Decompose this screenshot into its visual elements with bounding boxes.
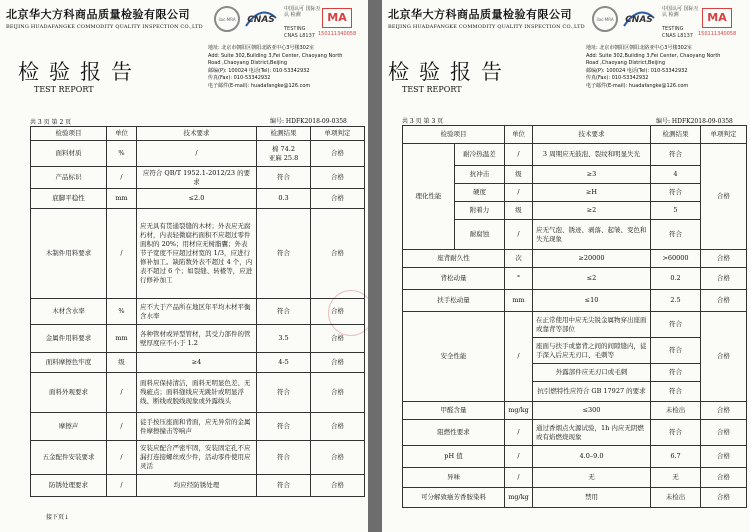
row-requirement: 均应经防锈处理	[137, 475, 257, 497]
row-item: 座背耐久性	[403, 250, 505, 268]
row-verdict: 合格	[311, 441, 365, 475]
cnas-logo-label: CNAS	[247, 15, 275, 25]
row-result: 符合	[257, 209, 311, 299]
company-name-en: BEIJING HUADAFANGKE COMMODITY QUALITY INSPECTION CO.,LTD	[6, 24, 203, 30]
page-info: 共 3 页 第 2 页	[30, 119, 72, 126]
group-label: 安全性能	[403, 312, 505, 402]
row-unit: 级	[107, 353, 137, 373]
row-unit: mg/kg	[505, 402, 533, 420]
continued-note: 接下页↓	[46, 514, 70, 521]
row-item: 可分解致癌芳香胺染料	[403, 488, 505, 508]
row-result: 符合	[651, 312, 701, 338]
row-unit: /	[505, 144, 533, 166]
row-item: 背松动量	[403, 268, 505, 290]
company-name-cn: 北京华大方科商品质量检验有限公司	[388, 8, 572, 21]
row-verdict: 合格	[701, 144, 747, 250]
row-result: 符合	[651, 420, 701, 446]
row-result: 符合	[651, 364, 701, 382]
table-row	[31, 299, 365, 325]
row-requirement: ≤300	[533, 402, 651, 420]
row-unit: /	[107, 373, 137, 413]
row-result: 符合	[651, 184, 701, 202]
row-requirement: 外露部件应无刃口或毛刺	[533, 364, 651, 382]
cma-number: 150111340058	[318, 31, 357, 37]
row-unit: /	[107, 167, 137, 189]
row-item: 耐腐蚀	[455, 220, 505, 250]
address-line: Road ,Chaoyang District,Beijing	[208, 60, 288, 66]
table-row	[403, 402, 747, 420]
row-unit: %	[107, 141, 137, 167]
row-result: 5	[651, 202, 701, 220]
address-line: 电子邮件(E-mail): huadafangke@126.com	[586, 82, 689, 89]
row-unit: 级	[505, 202, 533, 220]
column-header: 技术要求	[533, 126, 651, 144]
table-row	[31, 441, 365, 475]
results-table	[30, 126, 365, 497]
cnas-logo-label: CNAS	[625, 15, 653, 25]
row-result: 6.7	[651, 446, 701, 468]
row-result: 未检出	[651, 402, 701, 420]
row-verdict: 合格	[311, 167, 365, 189]
row-unit: /	[107, 441, 137, 475]
row-item: 底脚平稳性	[31, 189, 107, 209]
row-item: 面料外观要求	[31, 373, 107, 413]
address-line: 邮编(P): 100024 电话(Tel): 010-53342932	[586, 67, 688, 74]
row-requirement: 徒手按压座面和背面，应无异常的金属件摩擦撞击等响声	[137, 413, 257, 441]
row-item: 扶手松动量	[403, 290, 505, 312]
cma-number: 150111340058	[698, 31, 737, 37]
row-unit: mg/kg	[505, 488, 533, 508]
row-unit: °	[505, 268, 533, 290]
row-unit: /	[505, 420, 533, 446]
row-result: 4	[651, 166, 701, 184]
row-unit: mm	[505, 290, 533, 312]
address-line: 电子邮件(E-mail): huadafangke@126.com	[208, 82, 311, 89]
row-result: 符合	[651, 338, 701, 364]
row-requirement: 抗引燃特性应符合 GB 17927 的要求	[533, 382, 651, 402]
column-header: 单项判定	[311, 127, 365, 141]
table-row	[403, 220, 747, 250]
report-title-cn: 检验报告	[18, 60, 142, 84]
row-item: 甲醛含量	[403, 402, 505, 420]
row-requirement: 应不大于产品所在地区年平均木材平衡含水率	[137, 299, 257, 325]
row-verdict: 合格	[311, 209, 365, 299]
row-result: 符合	[257, 299, 311, 325]
address-line: Road ,Chaoyang District,Beijing	[586, 60, 666, 66]
row-requirement: 座面与扶手或靠背之间的间隙缝内，徒手深入后应无刃口、毛刺等	[533, 338, 651, 364]
row-unit: %	[107, 299, 137, 325]
row-unit: /	[505, 184, 533, 202]
row-result: 符合	[257, 373, 311, 413]
row-unit: /	[107, 209, 137, 299]
table-row	[403, 446, 747, 468]
table-row	[403, 184, 747, 202]
row-result: 符合	[257, 475, 311, 497]
table-row	[403, 290, 747, 312]
row-item: 面料材质	[31, 141, 107, 167]
row-item: 抗冲击	[455, 166, 505, 184]
lab-accreditation-cn: 中国认可 国际互认 检测	[662, 6, 699, 18]
row-unit: /	[107, 475, 137, 497]
row-requirement: 安装应配合严密牢固，安装固定孔不应漏打连接螺丝或少件，活动零件使用应灵活	[137, 441, 257, 475]
table-header-row	[403, 126, 747, 144]
lab-testing-label: TESTING	[662, 26, 684, 32]
company-name-cn: 北京华大方科商品质量检验有限公司	[6, 8, 190, 21]
row-item: 木制件用料要求	[31, 209, 107, 299]
table-row	[403, 144, 747, 166]
row-requirement: /	[137, 141, 257, 167]
column-header: 单位	[107, 127, 137, 141]
row-verdict: 合格	[701, 468, 747, 488]
ilac-logo-label: ilac-MRA	[218, 17, 236, 22]
row-requirement: 4.0–9.0	[533, 446, 651, 468]
table-row	[403, 268, 747, 290]
row-requirement: ≥4	[137, 353, 257, 373]
row-verdict: 合格	[701, 446, 747, 468]
row-result: 符合	[257, 441, 311, 475]
row-requirement: 各种管材或异型管材，其受力部件的管壁厚度应不小于 1.2	[137, 325, 257, 353]
row-requirement: ≥H	[533, 184, 651, 202]
report-page-3	[382, 0, 750, 532]
row-verdict: 合格	[311, 353, 365, 373]
table-row	[31, 325, 365, 353]
row-verdict: 合格	[311, 299, 365, 325]
address-block	[208, 45, 342, 90]
lab-number: CNAS L8137	[284, 33, 315, 39]
row-requirement: 3 周期应无鼓泡、裂纹和明显失光	[533, 144, 651, 166]
row-verdict: 合格	[701, 290, 747, 312]
column-header: 检验项目	[403, 126, 505, 144]
row-result: 符合	[257, 413, 311, 441]
table-row	[403, 166, 747, 184]
row-result: 符合	[651, 220, 701, 250]
row-item: 木材含水率	[31, 299, 107, 325]
row-requirement: 应无具有贯通裂缝的木材；外表应无腐朽材，内表轻微腐朽面积不应超过零件面积的 20%；用材应无树脂囊；外表节子宽度不应超过材宽的 1/3，应进行修补加工。缺陷数外表不超过 4 个，内表不超过 6 个；如裂缝、转楂等，应进行修补加工	[137, 209, 257, 299]
lab-testing-label: TESTING	[284, 26, 306, 32]
row-requirement: 禁用	[533, 488, 651, 508]
row-requirement: 应无气泡、锈迹、剥落、起皱、变色和失光现象	[533, 220, 651, 250]
row-result: 0.3	[257, 189, 311, 209]
row-verdict: 合格	[311, 325, 365, 353]
row-result: 2.5	[651, 290, 701, 312]
row-item: pH 值	[403, 446, 505, 468]
row-unit: /	[505, 468, 533, 488]
address-line: 邮编(P): 100024 电话(Tel): 010-53342932	[208, 67, 310, 74]
report-title-en: TEST REPORT	[34, 85, 94, 94]
row-item: 面料摩擦色牢度	[31, 353, 107, 373]
row-unit: /	[107, 413, 137, 441]
table-row	[403, 488, 747, 508]
report-number: 编号: HDFK2018-09-0358	[656, 118, 733, 125]
row-verdict: 合格	[311, 475, 365, 497]
address-line: 地址: 北京市朝阳区朝阳北路亚中心3号楼302室	[208, 45, 315, 51]
table-row	[31, 141, 365, 167]
row-result: 符合	[257, 167, 311, 189]
table-row	[31, 167, 365, 189]
row-result: 3.5	[257, 325, 311, 353]
row-unit: 级	[505, 166, 533, 184]
report-title-cn: 检验报告	[388, 60, 512, 84]
report-number: 编号: HDFK2018-09-0358	[270, 118, 347, 125]
table-row	[31, 475, 365, 497]
row-item: 硬度	[455, 184, 505, 202]
company-name-en: BEIJING HUADAFANGKE COMMODITY QUALITY INSPECTION CO.,LTD	[388, 24, 585, 30]
column-header: 单项判定	[701, 126, 747, 144]
row-item: 金属件用料要求	[31, 325, 107, 353]
table-row	[31, 373, 365, 413]
ilac-logo-icon	[214, 6, 240, 32]
row-requirement: ≤2	[533, 268, 651, 290]
row-requirement: 通过香烟点火源试验，1h 内应无阴燃或有焰燃烧现象	[533, 420, 651, 446]
group-label: 理化性能	[403, 144, 455, 250]
row-requirement: ≥2	[533, 202, 651, 220]
row-verdict: 合格	[701, 312, 747, 402]
row-verdict: 合格	[701, 420, 747, 446]
row-unit: mm	[107, 325, 137, 353]
row-verdict: 合格	[311, 189, 365, 209]
row-requirement: 无	[533, 468, 651, 488]
row-result: 0.2	[651, 268, 701, 290]
row-verdict: 合格	[311, 141, 365, 167]
row-unit: /	[505, 446, 533, 468]
row-item: 摩擦声	[31, 413, 107, 441]
row-result: 棉 74.2 亚麻 25.8	[257, 141, 311, 167]
ilac-logo-icon	[592, 6, 618, 32]
cma-logo-icon: MA	[322, 8, 352, 28]
row-verdict: 合格	[311, 373, 365, 413]
row-item: 防锈处理要求	[31, 475, 107, 497]
row-unit: /	[505, 220, 533, 250]
table-row	[31, 353, 365, 373]
row-result: 未检出	[651, 488, 701, 508]
lab-number: CNAS L8137	[662, 33, 693, 39]
row-result: 无	[651, 468, 701, 488]
column-header: 技术要求	[137, 127, 257, 141]
table-row	[403, 420, 747, 446]
table-row	[403, 468, 747, 488]
ilac-logo-label: ilac-MRA	[596, 17, 614, 22]
row-item: 耐冷热温差	[455, 144, 505, 166]
table-row	[403, 202, 747, 220]
row-item: 附着力	[455, 202, 505, 220]
cma-logo-icon: MA	[702, 8, 732, 28]
row-item: 五金配件安装要求	[31, 441, 107, 475]
row-result: >60000	[651, 250, 701, 268]
row-result: 符合	[651, 382, 701, 402]
row-requirement: 面料应保持清洁，面料无明显色差、无残疵点；面料缝线应无跳针或明显浮线、断线或脱线现象或外露线头	[137, 373, 257, 413]
table-row	[31, 413, 365, 441]
row-unit: /	[505, 312, 533, 402]
row-unit: mm	[107, 189, 137, 209]
row-result: 符合	[651, 144, 701, 166]
row-requirement: ≤2.0	[137, 189, 257, 209]
row-verdict: 合格	[311, 413, 365, 441]
column-header: 检测结果	[651, 126, 701, 144]
cnas-logo-icon	[622, 6, 656, 32]
row-requirement: ≥20000	[533, 250, 651, 268]
row-requirement: 在正常使用中应无尖锐金属物穿出座面或靠背等部位	[533, 312, 651, 338]
address-line: 地址: 北京市朝阳区朝阳北路亚中心3号楼302室	[586, 45, 693, 51]
row-item: 异味	[403, 468, 505, 488]
results-table	[402, 125, 747, 508]
row-item: 产品标识	[31, 167, 107, 189]
address-line: 传真(Fax): 010-53342932	[586, 75, 649, 81]
report-page-2	[0, 0, 368, 532]
row-item: 阻燃性要求	[403, 420, 505, 446]
row-requirement: ≤10	[533, 290, 651, 312]
column-header: 检验项目	[31, 127, 107, 141]
table-row	[403, 312, 747, 338]
column-header: 单位	[505, 126, 533, 144]
address-line: Add: Suite 302,Building 3,Fei Center, Chaoyang North	[208, 52, 343, 59]
row-requirement: 应符合 QB/T 1952.1-2012/23 的要求	[137, 167, 257, 189]
address-block	[586, 45, 720, 90]
page-info: 共 3 页 第 3 页	[402, 118, 444, 125]
row-unit: 次	[505, 250, 533, 268]
report-title-en: TEST REPORT	[402, 85, 462, 94]
row-verdict: 合格	[701, 402, 747, 420]
row-verdict: 合格	[701, 268, 747, 290]
row-verdict: 合格	[701, 488, 747, 508]
table-header-row	[31, 127, 365, 141]
address-line: Add: Suite 302,Building 3,Fei Center, Chaoyang North	[586, 52, 721, 59]
row-result: 4-5	[257, 353, 311, 373]
column-header: 检测结果	[257, 127, 311, 141]
lab-accreditation-cn: 中国认可 国际互认 检测	[284, 6, 321, 18]
row-requirement: ≥3	[533, 166, 651, 184]
address-line: 传真(Fax): 010-53342932	[208, 75, 271, 81]
table-row	[403, 250, 747, 268]
table-row	[31, 189, 365, 209]
cnas-logo-icon	[244, 6, 278, 32]
table-row	[31, 209, 365, 299]
row-verdict: 合格	[701, 250, 747, 268]
